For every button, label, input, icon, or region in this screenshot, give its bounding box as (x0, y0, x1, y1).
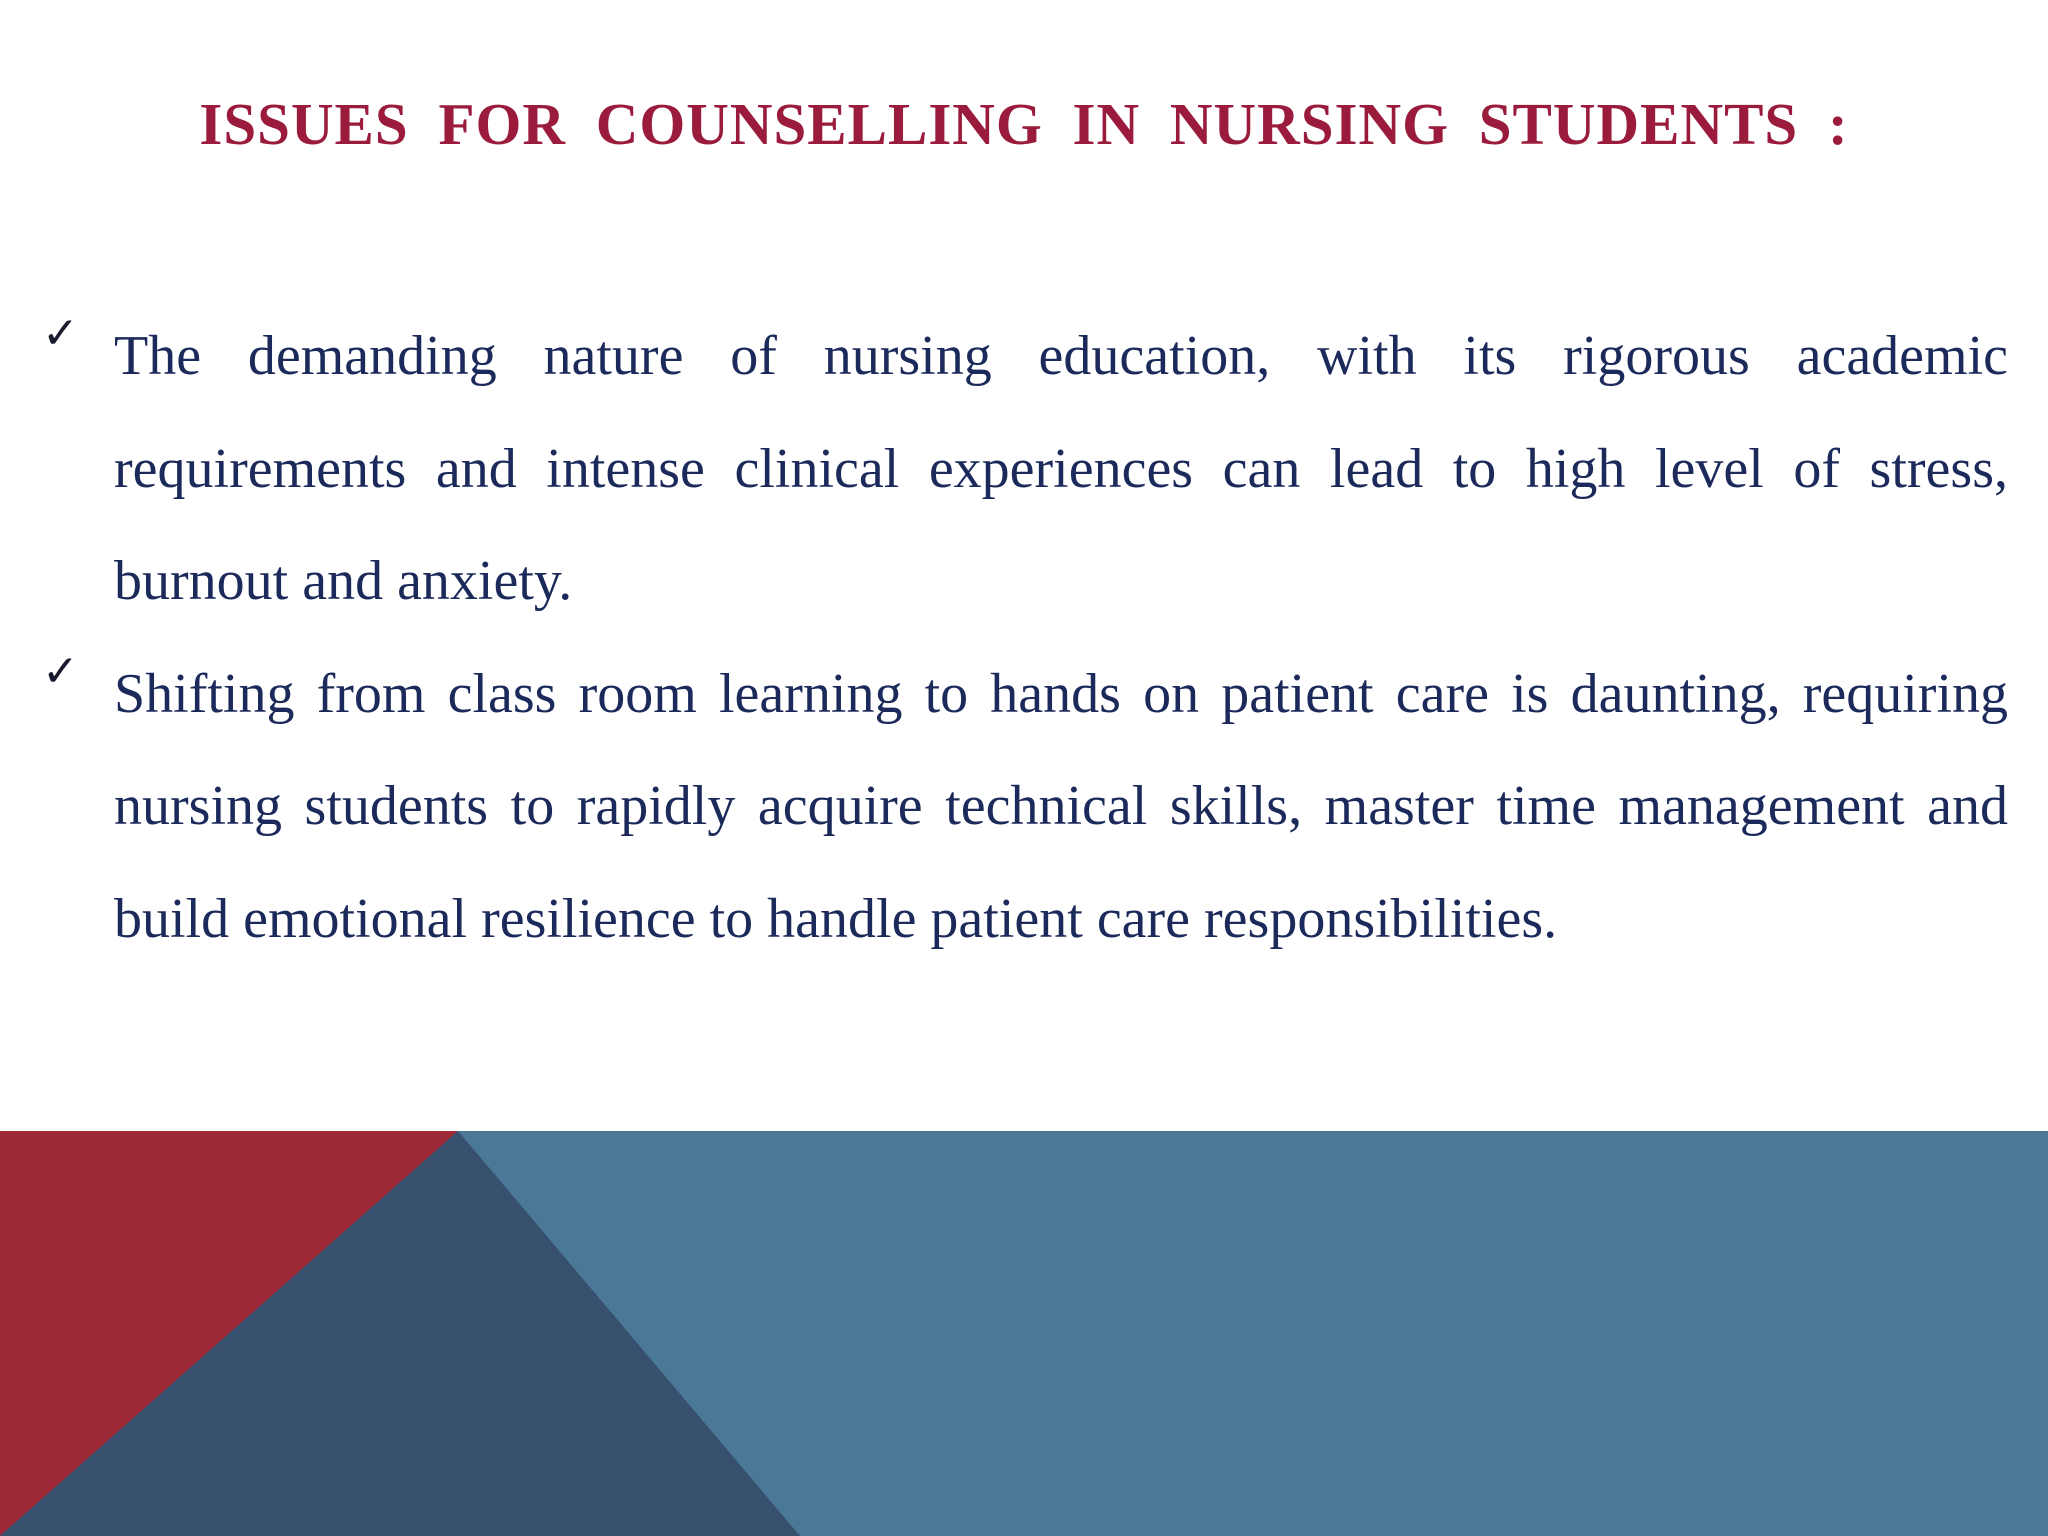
bullet-item-2 (40, 638, 2008, 976)
checkmark-icon: ✓ (42, 645, 79, 697)
footer-red-triangle (0, 1131, 458, 1536)
footer-steel-panel (0, 1131, 2048, 1536)
bullet-list (40, 300, 2008, 975)
bullet-text: The demanding nature of nursing education, with its rigorous academic requirements and intense clinical experiences can lead to high level of stress, burnout and anxiety. (114, 325, 2008, 612)
bullet-text: Shifting from class room learning to hands on patient care is daunting, requiring nursing students to rapidly acquire technical skills, master time management and build emotional resilience to handle patient care responsibilities. (114, 662, 2008, 950)
checkmark-icon: ✓ (42, 308, 79, 359)
footer-navy-triangle (0, 1131, 800, 1536)
slide-title: ISSUES FOR COUNSELLING IN NURSING STUDENTS : (199, 91, 1849, 157)
bullet-item-1 (40, 300, 2008, 638)
